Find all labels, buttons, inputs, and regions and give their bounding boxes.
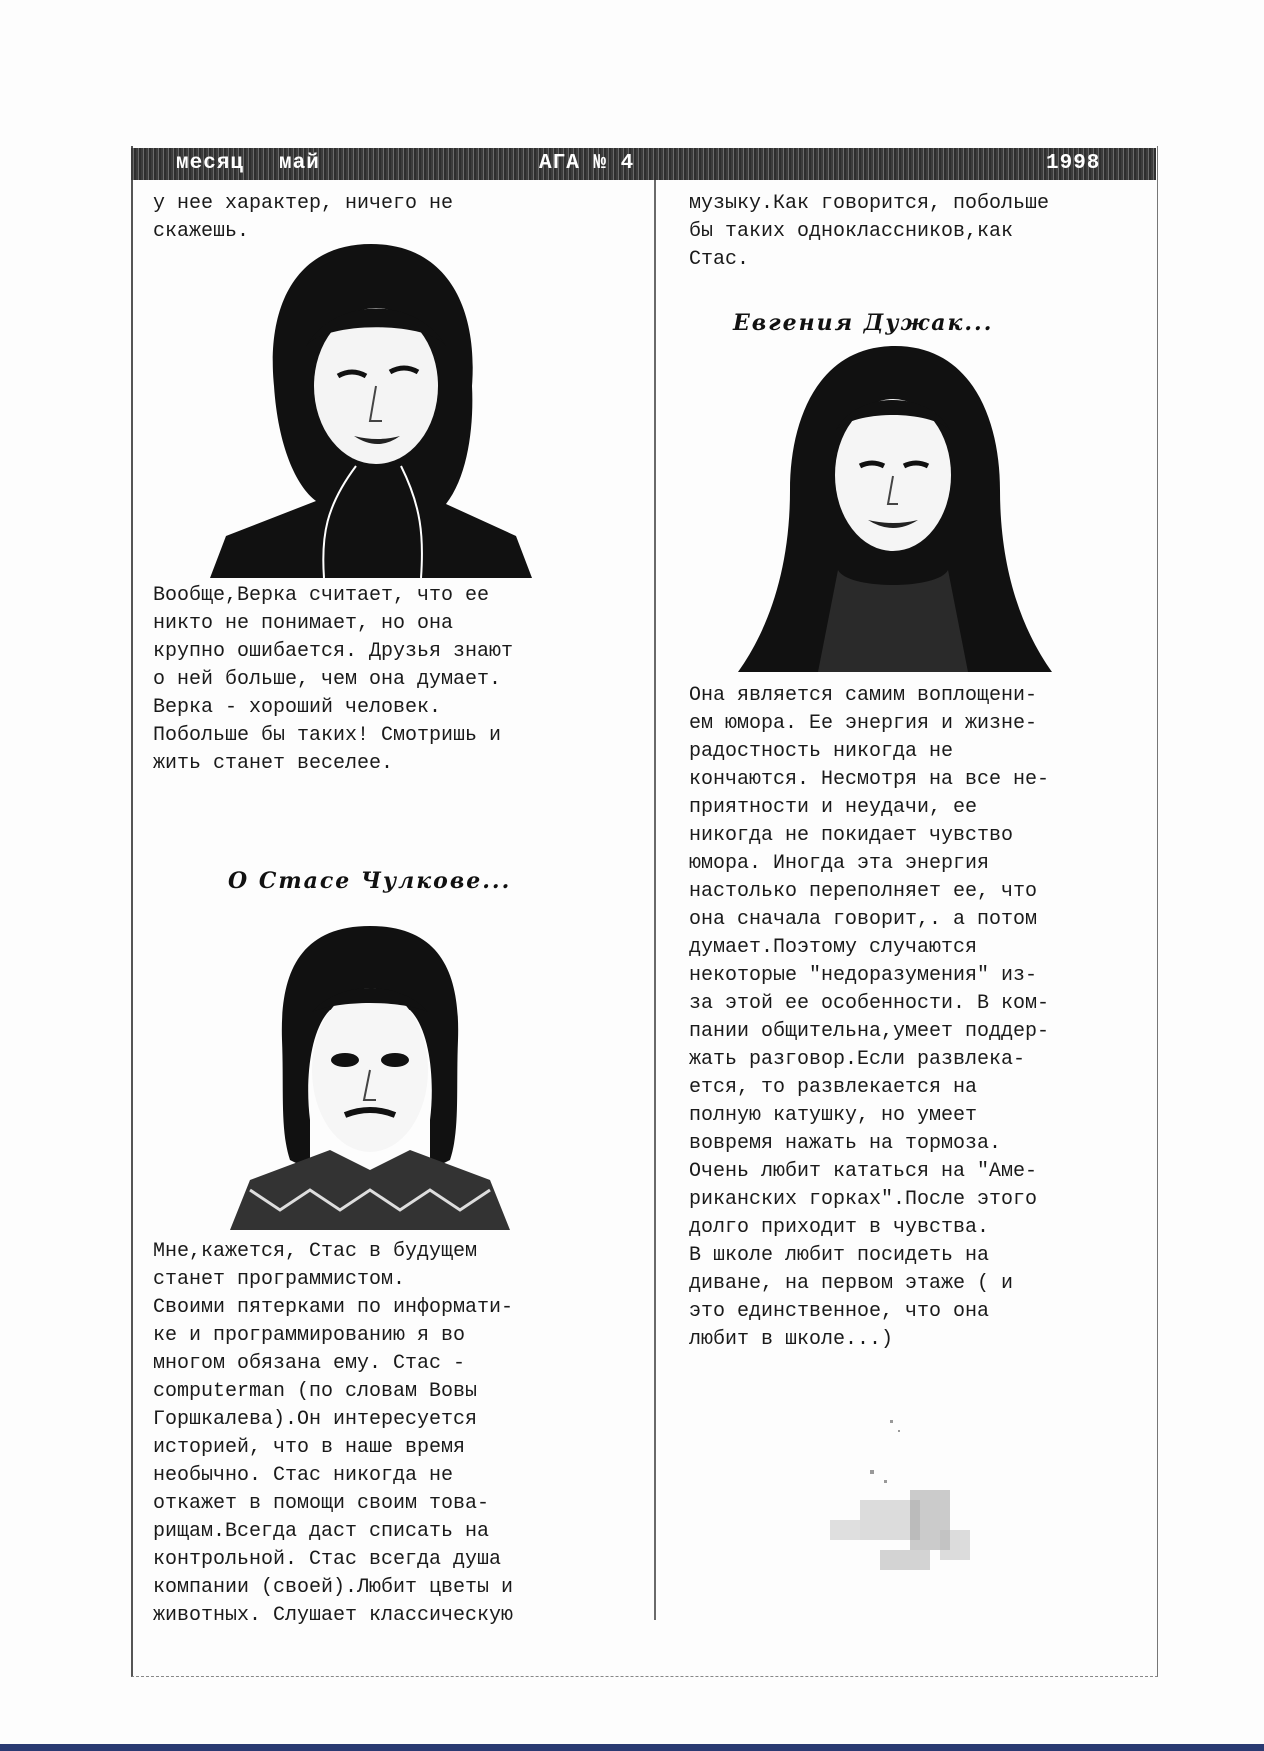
continuation-text: музыку.Как говорится, побольше бы таких одноклассников,как Стас.: [689, 192, 1050, 271]
evgenia-heading: Евгения Дужак...: [733, 310, 994, 336]
column-divider: [654, 180, 656, 1620]
stas-paragraph: Мне,кажется, Стас в будущем станет программистом. Своими пятерками по информати- ке и программированию я во многом обязана ему. Стас - computerman (по словам Вовы Горшкалева).Он интересуется историей, что в наше время необычно. Стас никогда не откажет в помощи своим това- рищам.Всегда даст списать на контрольной. Стас всегда душа компании (своей).Любит цветы и животных. Слушает классическую: [153, 1240, 514, 1627]
portrait-photo-evgenia-icon: [728, 340, 1062, 672]
portrait-photo-vera-icon: [206, 236, 536, 578]
header-year: 1998: [1046, 152, 1101, 175]
newspaper-header-band: [131, 148, 1156, 180]
header-month-label: месяц: [176, 152, 245, 175]
stas-heading: О Стасе Чулкове...: [228, 868, 512, 894]
intro-text: у нее характер, ничего не скажешь.: [153, 192, 454, 243]
vera-paragraph: Вообще,Верка считает, что ее никто не понимает, но она крупно ошибается. Друзья знают о ней больше, чем она думает. Верка - хороший человек. Побольше бы таких! Смотришь и жить станет веселее.: [153, 584, 514, 775]
header-issue: АГА № 4: [539, 152, 635, 175]
header-month: май: [279, 152, 320, 175]
evgenia-paragraph: Она является самим воплощени- ем юмора. Ее энергия и жизне- радостность никогда не кончаются. Несмотря на все не- приятности и неудачи, ее никогда не покидает чувство юмора. Иногда эта энергия настолько переполняет ее, что она сначала говорит,. а потом думает.Поэтому случаются некоторые "недоразумения" из- за этой ее особенности. В ком- пании общительна,умеет поддер- жать разговор.Если развлека- ется, то развлекается на полную катушку, но умеет вовремя нажать на тормоза. Очень любит кататься на "Аме- риканских горках".После этого долго приходит в чувства. В школе любит посидеть на диване, на первом этаже ( и это единственное, что она любит в школе...): [689, 684, 1050, 1351]
scanner-noise-smudge-icon: [800, 1410, 1000, 1600]
scan-edge-line: [0, 1744, 1264, 1751]
portrait-photo-stas-icon: [210, 920, 530, 1230]
